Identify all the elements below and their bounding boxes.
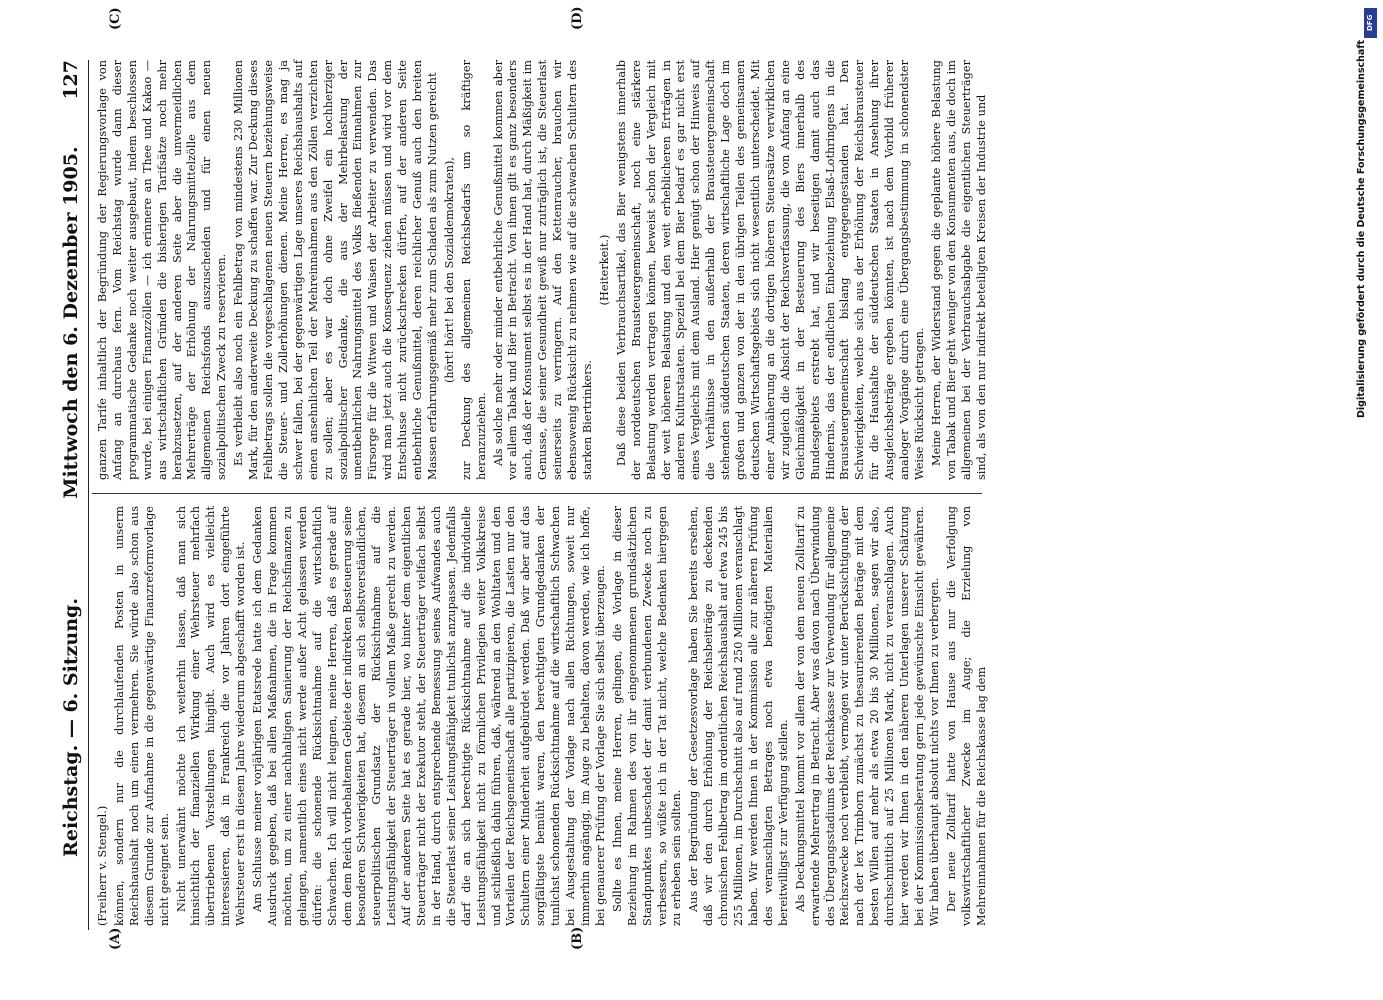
- header-rule: [88, 60, 89, 930]
- paragraph: Als Deckungsmittel kommt vor allem der von dem neuen Zolltarif zu erwartende Mehrertrag in Betracht. Aber was davon nach Überwindung des Übergangsstadiums der Reichskasse zur Verwendung für allgemeine Reichszwecke noch verbleibt, vermögen wir unter Berücksichtigung der nach der lex Trimborn zunächst zu thesaurierenden Beträge mit dem besten Willen auf mehr als etwa 20 bis 30 Millionen, sagen wir also, durchschnittlich auf 25 Millionen Mark, nicht zu veranschlagen. Auch hier werden wir Ihnen in den näheren Unterlagen unserer Schätzung bei der Kommissionsberatung gern jede gewünschte Einsicht gewähren. Wir haben überhaupt absolut nichts vor Ihnen zu verbergen.: [793, 506, 941, 926]
- margin-marker-a: (A): [108, 927, 123, 950]
- header-right: Mittwoch den 6. Dezember 1905.: [60, 146, 82, 499]
- paragraph: Am Schlusse meiner vorjährigen Etatsrede hatte ich dem Gedanken Ausdruck gegeben, daß bei allen Maßnahmen, die in Frage kommen möchten, um zu einer nachhaltigen Sanierung der Reichsfinanzen zu gelangen, namentlich eines nicht werde außer Acht gelassen werden dürfen: die schonende Rücksichtnahme auf die wirtschaftlich Schwachen. Ich will nicht leugnen, meine Herren, daß es gerade auf dem dem Reich vorbehaltenen Gebiete der indirekten Besteuerung seine besonderen Schwierigkeiten hat, diesem an sich selbstverständlichen, steuerpolitischen Grundsatz der Rücksichtnahme auf die Leistungsfähigkeit der Steuerträger in vollem Maße gerecht zu werden. Auf der anderen Seite hat es gerade hier, wo hinter dem eigentlichen Steuerträger nicht der Exekutor steht, der Steuerträger vielfach selbst in der Hand, durch entsprechende Bemessung seines Aufwandes auch die Steuerlast seiner Leistungsfähigkeit tunlichst anzupassen. Jedenfalls darf die an sich berechtigte Rücksichtnahme auf die individuelle Leistungsfähigkeit nicht zu förmlichen Privilegien weiter Volkskreise und schließlich dahin führen, daß, während an den Wohltaten und den Vorteilen der Reichsgemeinschaft alle partizipieren, die Lasten nur den Schultern einer Minderheit aufgebürdet werden. Daß wir aber auf das sorgfältigste bemüht waren, den berechtigten Grundgedanken der tunlichst schonenden Rücksichtnahme auf die wirtschaftlich Schwachen bei Ausgestaltung der Vorlage nach allen Richtungen, soweit nur immerhin angängig, im Auge zu behalten, davon werden, wie ich hoffe, bei genauerer Prüfung der Vorlage Sie sich selbst überzeugen.: [251, 506, 607, 926]
- paragraph: Es verbleibt also noch ein Fehlbetrag von mindestens 230 Millionen Mark, für den anderweite Deckung zu schaffen war. Zur Deckung dieses Fehlbetrags sollen die vorgeschlagenen neuen Steuern beziehungsweise die Steuer- und Zollerhöhungen dienen. Meine Herren, es mag ja schwer fallen, bei der gegenwärtigen Lage unseres Reichshaushalts auf einen ansehnlichen Teil der Mehreinnahmen aus den Zöllen verzichten zu sollen; aber es war doch ohne Zweifel ein hochherziger sozialpolitischer Gedanke, die aus der Mehrbelastung der unentbehrlichen Nahrungsmittel des Volks fließenden Einnahmen zur Fürsorge für die Witwen und Waisen der Arbeiter zu verwenden. Das wird man jetzt auch die Konsequenz ziehen müssen und wird vor dem Entschlusse nicht zurückschrecken dürfen, auf der anderen Seite entbehrliche Genußmittel, deren reichlicher Genuß auch den breiten Massen erfahrungsgemäß mehr zum Schaden als zum Nutzen gereicht: [232, 60, 439, 480]
- margin-marker-c: (C): [108, 7, 123, 30]
- margin-marker-d: (D): [570, 6, 585, 30]
- left-column: [96, 506, 988, 926]
- margin-marker-b: (B): [570, 926, 585, 950]
- header-left: Reichstag. — 6. Sitzung.: [60, 598, 82, 857]
- right-column: [96, 60, 988, 480]
- interjection: (Heiterkeit.): [597, 234, 611, 306]
- dfg-logo: DFG: [1364, 8, 1377, 38]
- page-number: 127: [60, 60, 82, 100]
- paragraph: Als solche mehr oder minder entbehrliche Genußmittel kommen aber vor allem Tabak und Bier in Betracht. Von ihnen gilt es ganz besonders auch, daß der Konsument selbst es in der Hand hat, durch Mäßigkeit im Genusse, die seiner Gesundheit gewiß nur zuträglich ist, die Steuerlast seinerseits zu verringern. Auf den Kettenraucher, brauchen wir ebensowenig Rücksicht zu nehmen wie auf die schwachen Schultern des starken Biertrinkers.: [491, 60, 594, 480]
- page-header: [52, 60, 82, 930]
- paragraph: Nicht unerwähnt möchte ich weiterhin lassen, daß man sich hinsichtlich der finanziellen Wirkung einer Wehrsteuer mehrfach übertriebenen Vorstellungen hingibt. Auch wird es vielleicht interessieren, daß in Frankreich die vor Jahren dort eingeführte Wehrsteuer erst in diesem Jahre wiederum abgeschafft worden ist.: [174, 506, 248, 926]
- paragraph: Aus der Begründung der Gesetzesvorlage haben Sie bereits ersehen, daß wir den durch Erhöhung der Reichsbeiträge zu deckenden chronischen Fehlbetrag im ordentlichen Reichshaushalt auf etwa 245 bis 255 Millionen, im Durchschnitt also auf rund 250 Millionen veranschlagt haben. Wir werden Ihnen in der Kommission alle zur näheren Prüfung des veranschlagten Betrages noch etwa benötigten Materialien bereitwilligst zur Verfügung stellen.: [687, 506, 790, 926]
- paragraph: Daß diese beiden Verbrauchsartikel, das Bier wenigstens innerhalb der norddeutschen Brausteuergemeinschaft, noch eine stärkere Belastung werden vertragen können, beweist schon der Vergleich mit der weit höheren Belastung und den weit erheblicheren Erträgen in anderen Kulturstaaten. Speziell bei dem Bier bedarf es gar nicht erst eines Vergleichs mit dem Ausland. Hier genügt schon der Hinweis auf die Verhältnisse in den außerhalb der Brausteuergemeinschaft stehenden süddeutschen Staaten, deren wirtschaftliche Lage doch im großen und ganzen von der in den übrigen Teilen des gemeinsamen deutschen Wirtschaftsgebiets sich nicht wesentlich unterscheidet. Mit einer Annäherung an die dortigen höheren Steuersätze verwirklichen wir zugleich die Absicht der Reichsverfassung, die von Anfang an eine Gleichmäßigkeit in der Besteuerung des Biers innerhalb des Bundesgebiets erstrebt hat, und wir beseitigen damit auch das Hindernis, das der endlichen Einbeziehung Elsaß-Lothringens in die Brausteuergemeinschaft bislang entgegengestanden hat. Den Schwierigkeiten, welche sich aus der Erhöhung der Reichsbrausteuer für die Haushalte der süddeutschen Staaten in Ansehung ihrer Ausgleichsbeträge ergeben könnten, ist nach dem Vorbild früherer analoger Vorgänge durch eine Übergangsbestimmung in schonendster Weise Rücksicht getragen.: [614, 60, 926, 480]
- paragraph: ganzen Tarife inhaltlich der Begründung der Regierungsvorlage von Anfang an durchaus fern. Vom Reichstag wurde dann dieser programmatische Gedanke noch weiter ausgebaut, indem beschlossen wurde, bei einigen Finanzzöllen — ich erinnere an Thee und Kakao — aus wirtschaftlichen Gründen die bisherigen Tarifsätze noch mehr herabzusetzen, auf der anderen Seite aber die unvermeidlichen Mehrerträge der Erhöhung der Nahrungsmittelzölle aus dem allgemeinen Reichsfonds auszuscheiden und für einen neuen sozialpolitischen Zweck zu reservieren.: [96, 60, 229, 480]
- interjection: (hört! hört! bei den Sozialdemokraten),: [442, 157, 456, 383]
- paragraph: Sollte es Ihnen, meine Herren, gelingen, die Vorlage in dieser Beziehung im Rahmen des von ihr eingenommenen grundsätzlichen Standpunktes unbeschadet der damit verbundenen Zwecke noch zu verbessern, so wüßte ich in der Tat nicht, welche Bedenken hiergegen zu erheben sein sollten.: [610, 506, 684, 926]
- paragraph: können, sondern nur die durchlaufenden Posten in unserm Reichshaushalt noch um einen vermehren. Sie würde also schon aus diesem Grunde zur Aufnahme in die gegenwärtige Finanzreformvorlage nicht geeignet sein.: [112, 506, 171, 926]
- paragraph: Der neue Zolltarif hatte von Hause aus nur die Verfolgung volkswirtschaftlicher Zwecke im Auge; die Erzielung von Mehreinnahmen für die Reichskasse lag dem: [944, 506, 988, 926]
- digitization-credit: Digitalisierung gefördert durch die Deutsche Forschungsgemeinschaft: [1356, 40, 1367, 418]
- paragraph: Meine Herren, der Widerstand gegen die geplante höhere Belastung von Tabak und Bier geht weniger von den Konsumenten aus, die doch im allgemeinen bei der Verbrauchsabgabe die eigentlichen Steuerträger sind, als von den nur indirekt beteiligten Kreisen der Industrie und: [929, 60, 988, 480]
- credit-strip: [1355, 0, 1383, 1000]
- speaker-line: (Freiherr v. Stengel.): [96, 805, 109, 926]
- column-divider: [92, 493, 982, 494]
- paragraph: zur Deckung des allgemeinen Reichsbedarfs um so kräftiger heranzuziehen.: [459, 60, 488, 480]
